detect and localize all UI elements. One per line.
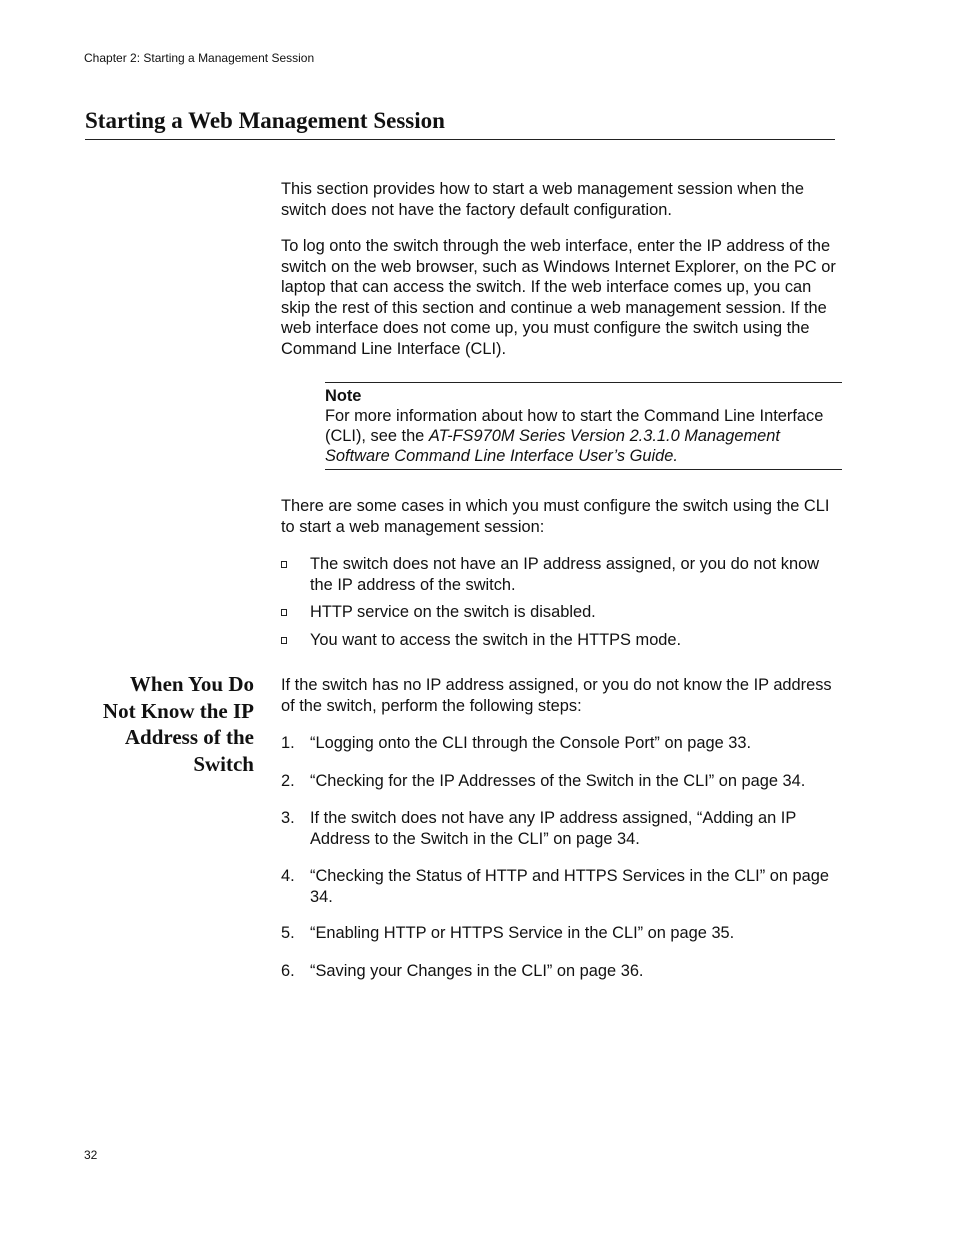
note-label: Note xyxy=(325,387,362,405)
step-item xyxy=(281,771,841,792)
running-header: Chapter 2: Starting a Management Session xyxy=(84,51,315,65)
paragraph-text: If the switch has no IP address assigned, or you do not know the IP address of the switch, perform the following steps: xyxy=(281,676,832,715)
paragraph-text: This section provides how to start a web management session when the switch does not have the factory default configuration. xyxy=(281,180,804,219)
step-text: “Checking for the IP Addresses of the Switch in the CLI” on page 34. xyxy=(310,772,806,790)
square-bullet-icon xyxy=(281,561,287,568)
step-number: 2. xyxy=(281,772,295,790)
step-item xyxy=(281,808,841,849)
note-body xyxy=(325,407,823,465)
list-item xyxy=(281,554,841,595)
step-text: “Saving your Changes in the CLI” on page 36. xyxy=(310,962,644,980)
paragraph-text: There are some cases in which you must configure the switch using the CLI to start a web management session: xyxy=(281,497,830,536)
steps-intro xyxy=(281,675,841,716)
paragraph-text: To log onto the switch through the web interface, enter the IP address of the switch on the web browser, such as Windows Internet Explorer, on the PC or laptop that can access the switch. If the web interface comes up, you can skip the rest of this section and continue a web management session. If the web interface does not come up, you must configure the switch using the Command Line Interface (CLI). xyxy=(281,237,836,358)
step-text: “Logging onto the CLI through the Console Port” on page 33. xyxy=(310,734,752,752)
list-item xyxy=(281,630,841,651)
list-item-text: The switch does not have an IP address assigned, or you do not know the IP address of the switch. xyxy=(310,555,820,594)
heading-line: Address of the xyxy=(124,725,254,750)
step-number: 6. xyxy=(281,962,295,980)
step-item xyxy=(281,961,841,982)
intro-paragraph-2 xyxy=(281,236,841,359)
list-item-text: HTTP service on the switch is disabled. xyxy=(310,603,596,621)
page-number: 32 xyxy=(84,1148,98,1162)
note-guide-title: AT-FS970M Series Version 2.3.1.0 Management Software Command Line Interface User’s Guide. xyxy=(325,427,780,465)
step-text: “Checking the Status of HTTP and HTTPS Services in the CLI” on page 34. xyxy=(310,867,829,906)
step-number: 3. xyxy=(281,809,295,827)
heading-line: Switch xyxy=(193,752,254,777)
heading-line: Not Know the IP xyxy=(102,698,254,723)
list-item-text: You want to access the switch in the HTTPS mode. xyxy=(310,631,682,649)
cases-intro xyxy=(281,496,841,537)
section-title: Starting a Web Management Session xyxy=(85,106,835,140)
subsection-heading xyxy=(84,671,254,778)
step-number: 1. xyxy=(281,734,295,752)
note-text: For more information about how to start the Command Line Interface (CLI), see the xyxy=(325,407,824,445)
step-text: “Enabling HTTP or HTTPS Service in the CLI” on page 35. xyxy=(310,924,735,942)
list-item xyxy=(281,602,841,623)
square-bullet-icon xyxy=(281,637,287,644)
intro-paragraph-1 xyxy=(281,179,841,220)
square-bullet-icon xyxy=(281,609,287,616)
step-text: If the switch does not have any IP address assigned, “Adding an IP Address to the Switch in the CLI” on page 34. xyxy=(310,809,796,848)
step-number: 4. xyxy=(281,867,295,885)
step-number: 5. xyxy=(281,924,295,942)
step-item xyxy=(281,923,841,944)
heading-line: When You Do xyxy=(129,672,254,696)
step-item xyxy=(281,866,841,907)
step-item xyxy=(281,733,841,754)
note-box xyxy=(325,382,842,470)
